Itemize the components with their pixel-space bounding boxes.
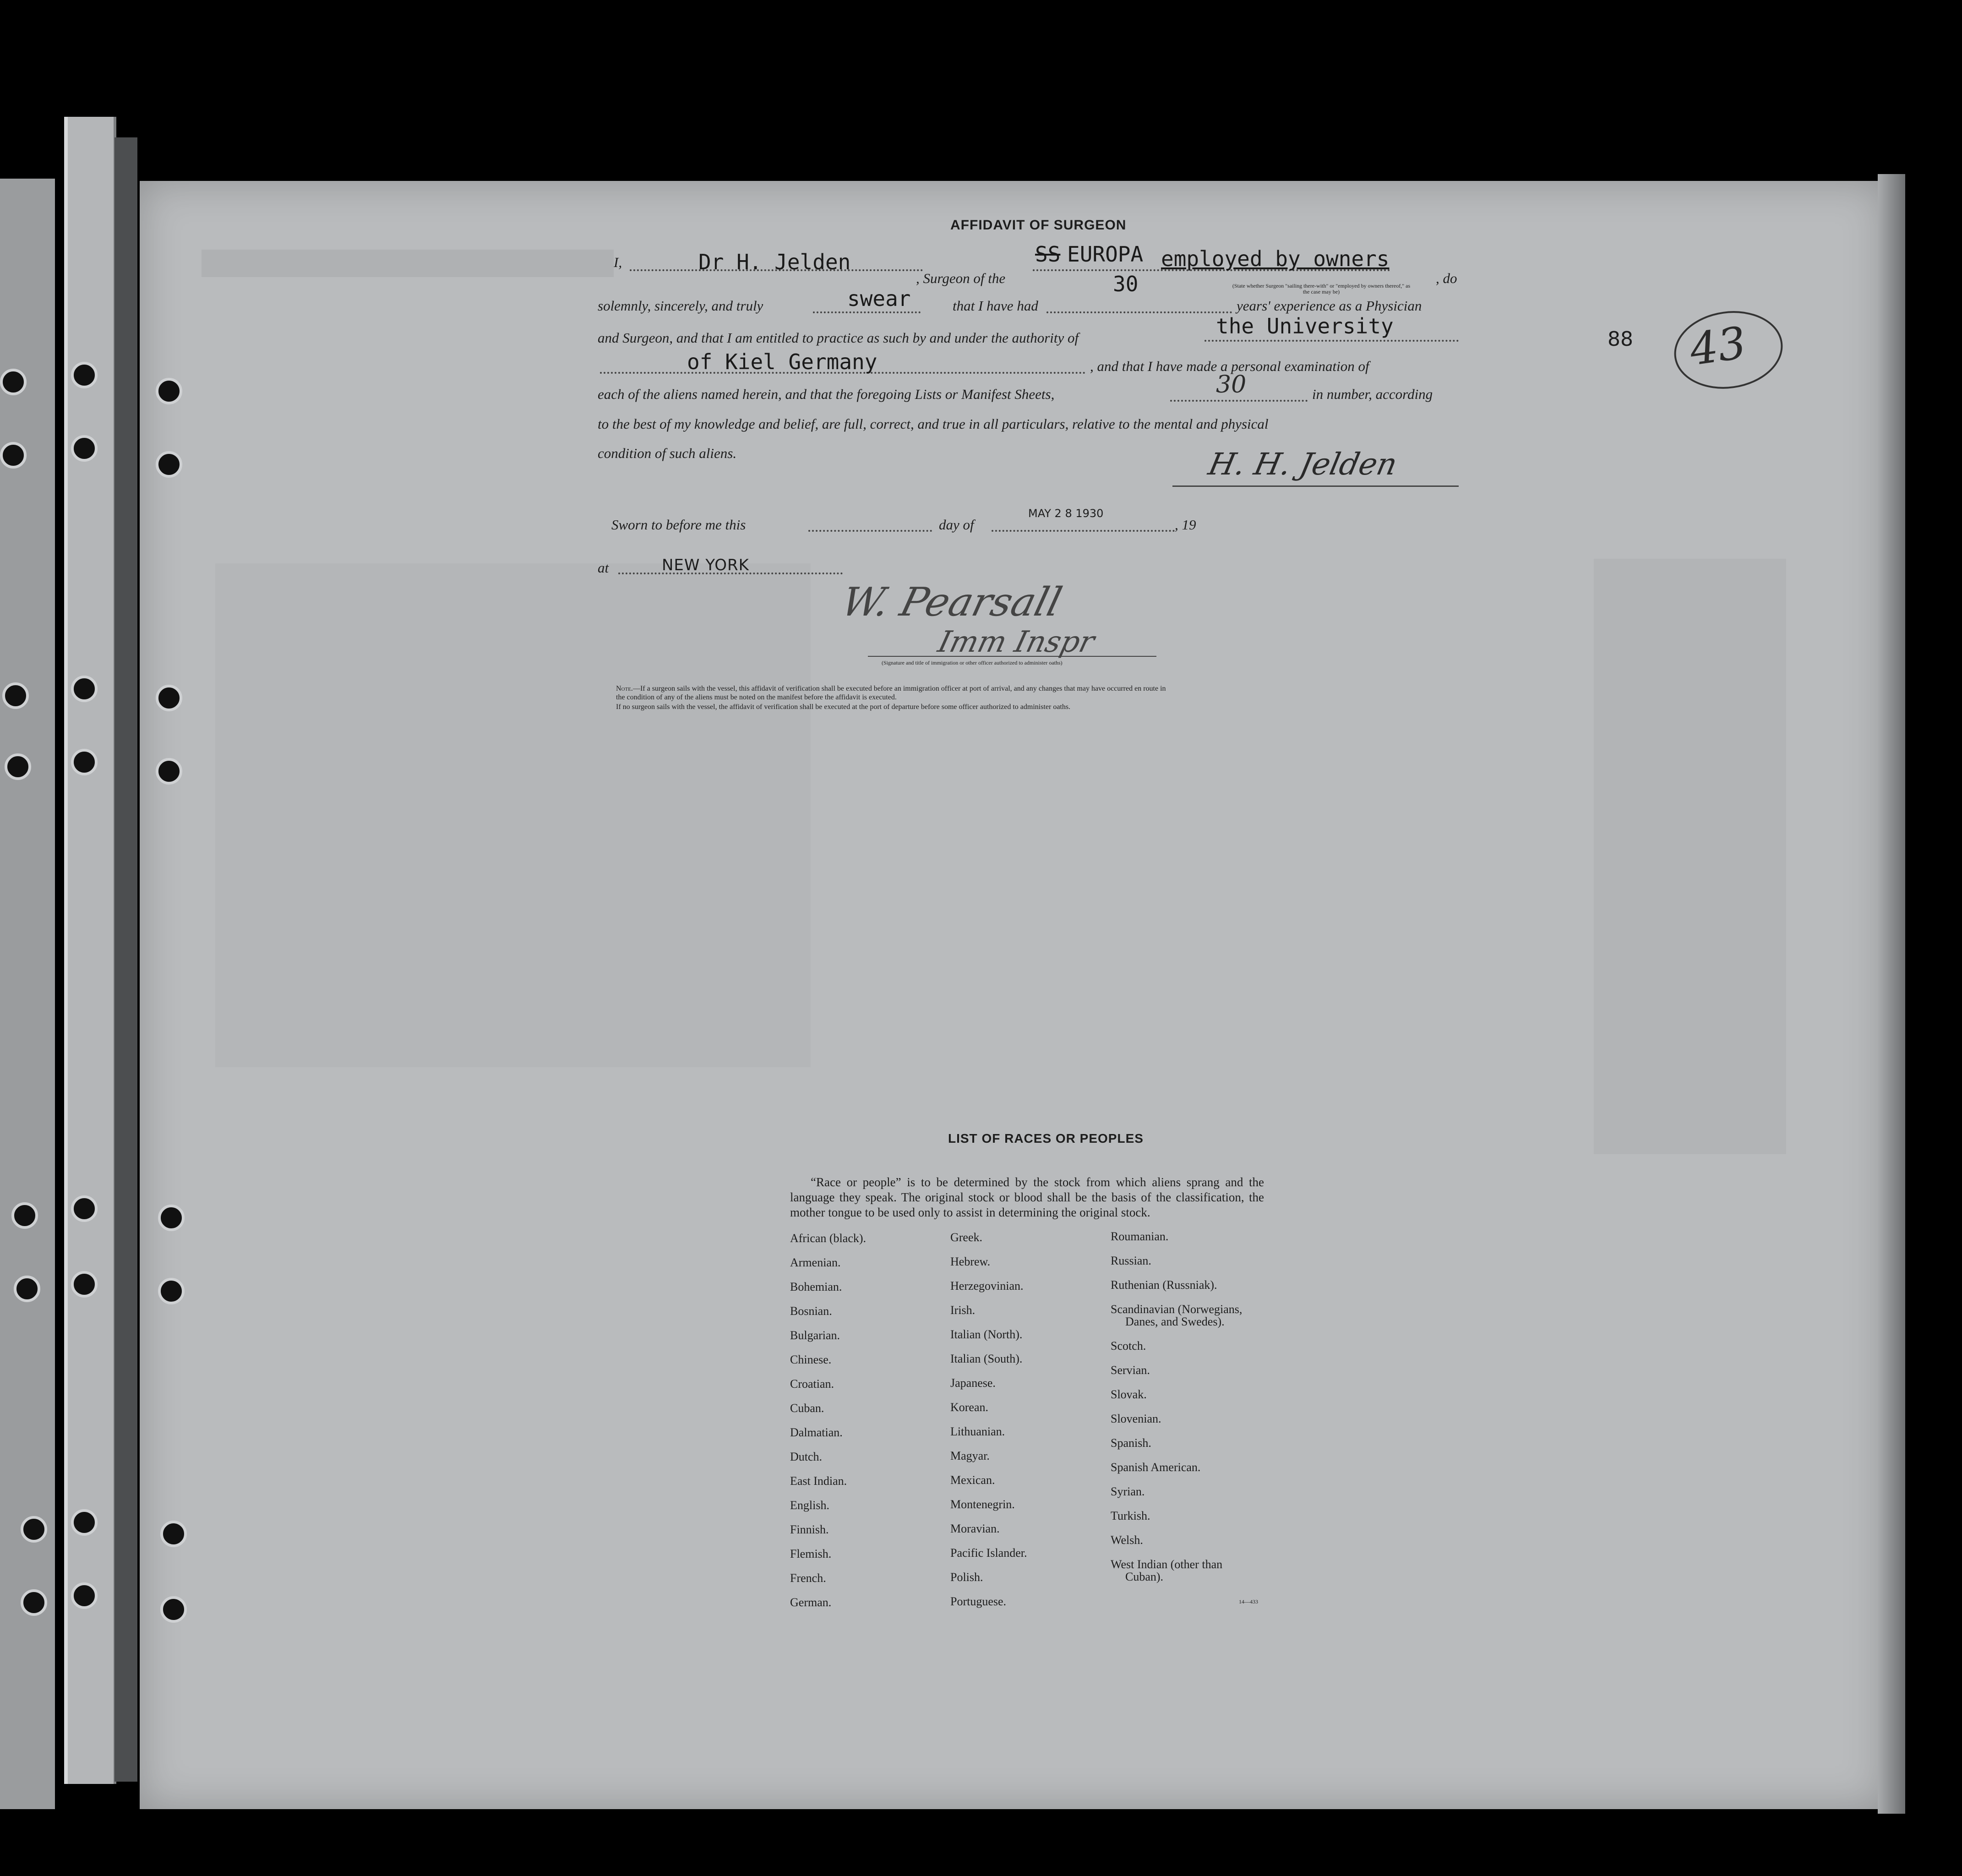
punch-hole — [160, 1521, 187, 1547]
punch-hole — [71, 1271, 98, 1298]
punch-hole — [158, 1205, 185, 1231]
race-entry: Korean. — [950, 1401, 989, 1414]
race-entry: Roumanian. — [1111, 1230, 1169, 1243]
race-entry: Italian (North). — [950, 1328, 1023, 1341]
sworn-lead: Sworn to before me this — [611, 517, 746, 533]
race-entry: Flemish. — [790, 1547, 832, 1560]
race-entry: Japanese. — [950, 1376, 996, 1390]
race-entry: Slovenian. — [1111, 1412, 1161, 1425]
officer-signature: W. Pearsall — [837, 579, 1067, 625]
page-right-edge — [1878, 174, 1905, 1814]
authority-part-b: of Kiel Germany — [687, 349, 877, 374]
authority-part-a: the University — [1216, 314, 1394, 338]
years-experience: 30 — [1113, 272, 1139, 296]
races-column-2 — [950, 1231, 1106, 1620]
race-entry: East Indian. — [790, 1474, 847, 1488]
bleed-through — [1594, 559, 1786, 1154]
race-entry: Portuguese. — [950, 1595, 1007, 1608]
race-entry: Russian. — [1111, 1254, 1151, 1267]
race-entry-continued: Cuban). — [1125, 1570, 1164, 1583]
vessel-name: EUROPA — [1067, 242, 1144, 267]
line2-lead: solemnly, sincerely, and truly — [598, 298, 763, 314]
oath-type: swear — [847, 286, 911, 311]
race-entry: Welsh. — [1111, 1533, 1143, 1547]
races-title: LIST OF RACES OR PEOPLES — [948, 1131, 1144, 1145]
sheets-count: 30 — [1216, 371, 1247, 398]
races-column-3 — [1111, 1230, 1285, 1595]
line4-end: , and that I have made a personal examination of — [1090, 358, 1369, 374]
race-entry: Moravian. — [950, 1522, 1000, 1535]
punch-hole — [71, 1195, 98, 1222]
oath-line — [813, 311, 921, 313]
race-entry: Armenian. — [790, 1256, 841, 1269]
officer-signature-line — [868, 656, 1156, 657]
punch-hole — [2, 682, 29, 709]
punch-hole — [14, 1276, 40, 1302]
line5-lead: each of the aliens named herein, and that the foregoing Lists or Manifest Sheets, — [598, 386, 1055, 402]
punch-hole — [160, 1596, 187, 1623]
race-entry: Bulgarian. — [790, 1329, 840, 1342]
employment-note: (State whether Surgeon "sailing there-with" or "employed by owners thereof," as the case may be) — [1232, 283, 1411, 295]
punch-hole — [21, 1589, 47, 1616]
race-entry: French. — [790, 1571, 826, 1585]
line7: condition of such aliens. — [598, 445, 737, 461]
race-entry: Scandinavian (Norwegians, — [1111, 1303, 1243, 1316]
race-entry-continued: Danes, and Swedes). — [1125, 1315, 1225, 1328]
surgeon-signature: H. H. Jelden — [1205, 447, 1401, 482]
note-line-1 — [616, 685, 1166, 693]
sheet-number: 88 — [1608, 327, 1633, 351]
race-entry: Slovak. — [1111, 1388, 1147, 1401]
race-entry: Bosnian. — [790, 1304, 832, 1318]
signature-line — [1172, 485, 1459, 487]
sworn-day-line — [808, 530, 932, 532]
race-entry: Herzegovinian. — [950, 1279, 1024, 1292]
race-entry: Spanish American. — [1111, 1461, 1201, 1474]
note-label: Note. — [616, 685, 633, 693]
punch-hole — [71, 1582, 98, 1609]
race-entry: Dalmatian. — [790, 1426, 843, 1439]
punch-hole — [71, 362, 98, 388]
note-text-1: —If a surgeon sails with the vessel, this affidavit of verification shall be executed before an immigration officer at port of arrival, and any changes that may have occurred en route in — [632, 685, 1166, 693]
race-entry: Hebrew. — [950, 1255, 991, 1268]
punch-hole — [71, 749, 98, 775]
race-entry: Chinese. — [790, 1353, 832, 1366]
race-entry: Pacific Islander. — [950, 1546, 1027, 1560]
race-entry: Greek. — [950, 1231, 983, 1244]
punch-hole — [71, 1509, 98, 1536]
officer-caption: (Signature and title of immigration or other officer authorized to administer oaths) — [882, 660, 1063, 666]
note-line-2: the condition of any of the aliens must be noted on the manifest before the affidavit is executed. — [616, 693, 897, 701]
place-lead: at — [598, 560, 609, 576]
races-intro: “Race or people” is to be determined by the stock from which aliens sprang and the language they speak. The original stock or blood shall be the basis of the classification, the mother tongue to be used only to assist in determining the original stock. — [790, 1175, 1264, 1219]
bleed-through — [202, 250, 614, 277]
line3-lead: and Surgeon, and that I am entitled to practice as such by and under the authority of — [598, 330, 1079, 346]
race-entry: Finnish. — [790, 1523, 829, 1536]
place-value: NEW YORK — [662, 556, 749, 574]
race-entry: German. — [790, 1596, 832, 1609]
sworn-day-of: day of — [939, 517, 974, 533]
race-entry: Syrian. — [1111, 1485, 1145, 1498]
officer-title: Imm Inspr — [934, 625, 1098, 659]
page-number: 43 — [1686, 317, 1749, 376]
line1-lead: I, — [614, 254, 622, 270]
line2-mid: that I have had — [953, 298, 1038, 314]
punch-hole — [0, 369, 27, 395]
authority-line-a — [1204, 340, 1459, 342]
race-entry: Dutch. — [790, 1450, 823, 1463]
punch-hole — [21, 1516, 47, 1543]
bleed-through — [215, 563, 811, 1067]
punch-hole — [71, 676, 98, 702]
race-entry: English. — [790, 1499, 829, 1512]
race-entry: Magyar. — [950, 1449, 990, 1462]
line1-mid: , Surgeon of the — [916, 270, 1006, 286]
left-page-edge — [0, 179, 55, 1809]
binder-edge — [114, 137, 137, 1782]
punch-hole — [71, 435, 98, 462]
line5-end: in number, according — [1312, 386, 1433, 402]
race-entry: Lithuanian. — [950, 1425, 1005, 1438]
line6: to the best of my knowledge and belief, are full, correct, and true in all particulars, relative to the mental and physical — [598, 416, 1269, 432]
punch-hole — [158, 1278, 185, 1304]
date-stamp: MAY 2 8 1930 — [1028, 507, 1104, 520]
punch-hole — [156, 378, 182, 404]
races-column-1 — [790, 1232, 946, 1620]
race-entry: Cuban. — [790, 1402, 824, 1415]
race-entry: Spanish. — [1111, 1436, 1151, 1450]
punch-hole — [5, 753, 31, 780]
race-entry: West Indian (other than — [1111, 1558, 1223, 1571]
punch-hole — [156, 758, 182, 785]
line2-end: years' experience as a Physician — [1237, 298, 1422, 314]
race-entry: Turkish. — [1111, 1509, 1150, 1522]
race-entry: Scotch. — [1111, 1339, 1146, 1352]
race-entry: Servian. — [1111, 1363, 1150, 1377]
race-entry: Polish. — [950, 1571, 983, 1584]
race-entry: Irish. — [950, 1303, 976, 1317]
punch-hole — [11, 1202, 38, 1229]
race-entry: Mexican. — [950, 1473, 995, 1487]
affidavit-title: AFFIDAVIT OF SURGEON — [950, 218, 1127, 233]
punch-hole — [156, 685, 182, 711]
employment-status: employed by owners — [1161, 246, 1390, 271]
form-number: 14—433 — [1239, 1598, 1258, 1605]
vessel-prefix-struck: SS — [1035, 242, 1061, 267]
surgeon-name: Dr H. Jelden — [698, 250, 851, 274]
line1-end: , do — [1436, 270, 1457, 286]
race-entry: African (black). — [790, 1232, 867, 1245]
punch-hole — [156, 451, 182, 478]
note-line-3: If no surgeon sails with the vessel, the affidavit of verification shall be executed at the port of departure before some officer authorized to administer oaths. — [616, 703, 1071, 711]
race-entry: Montenegrin. — [950, 1498, 1015, 1511]
sheets-line — [1170, 400, 1308, 402]
sworn-month-line — [992, 530, 1175, 532]
race-entry: Croatian. — [790, 1377, 834, 1391]
punch-hole — [0, 442, 27, 469]
race-entry: Bohemian. — [790, 1280, 842, 1293]
race-entry: Ruthenian (Russniak). — [1111, 1278, 1217, 1292]
sworn-year-prefix: , 19 — [1175, 517, 1196, 533]
years-line — [1046, 311, 1232, 313]
race-entry: Italian (South). — [950, 1352, 1023, 1365]
